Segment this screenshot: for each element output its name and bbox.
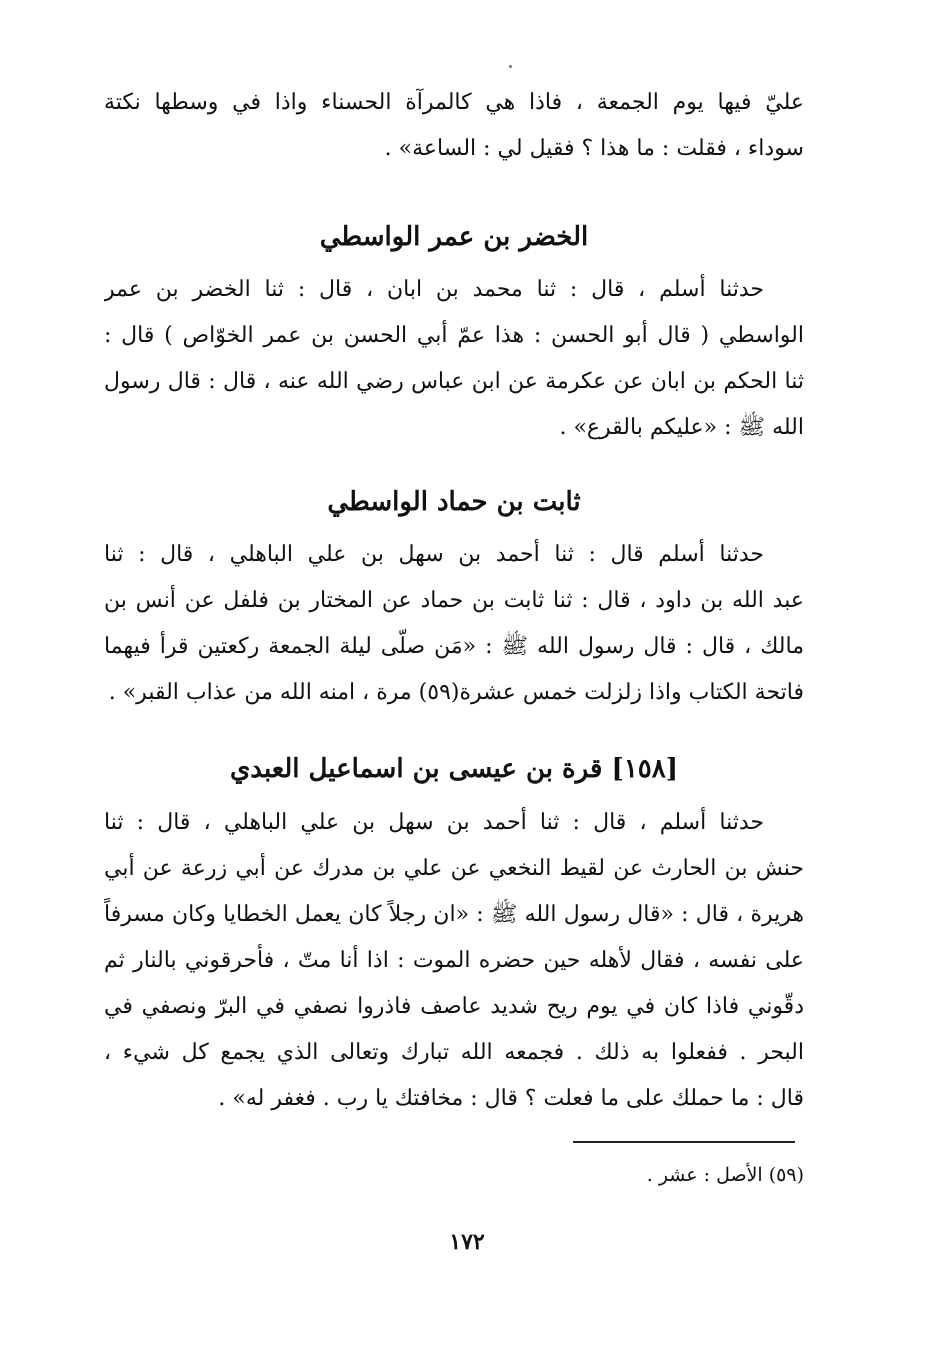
footnote: (٥٩) الأصل : عشر . xyxy=(646,1164,804,1186)
text-line: عبد الله بن داود ، قال : ثنا ثابت بن حماد عن المختار بن فلفل عن أنس بن xyxy=(104,588,804,613)
section-heading: الخضر بن عمر الواسطي xyxy=(319,222,589,252)
section-heading xyxy=(104,749,804,789)
section-paragraph xyxy=(104,267,804,451)
text-line: دقّوني فاذا كان في يوم ريح شديد عاصف فاذروا نصفي في البرّ ونصفي في xyxy=(104,994,804,1019)
text-line: مالك ، قال : قال رسول الله ﷺ : «مَن صلّى ليلة الجمعة ركعتين قرأ فيهما xyxy=(104,634,804,659)
section-number: [١٥٨] xyxy=(611,754,679,784)
text-line: ثنا الحكم بن ابان عن عكرمة عن ابن عباس رضي الله عنه ، قال : قال رسول xyxy=(104,369,804,394)
text-line: عليّ فيها يوم الجمعة ، فاذا هي كالمرآة الحسناء واذا في وسطها نكتة xyxy=(104,90,804,115)
footnote-divider xyxy=(573,1141,795,1143)
section-heading: ثابت بن حماد الواسطي xyxy=(327,487,581,517)
text-line: الواسطي ( قال أبو الحسن : هذا عمّ أبي الحسن بن عمر الخوّاص ) قال : xyxy=(104,323,804,348)
text-line: سوداء ، فقلت : ما هذا ؟ فقيل لي : الساعة» . xyxy=(384,136,804,161)
text-line: البحر . ففعلوا به ذلك . فجمعه الله تبارك وتعالى الذي يجمع كل شيء ، xyxy=(104,1040,804,1065)
text-line: هريرة ، قال : «قال رسول الله ﷺ : «ان رجلاً كان يعمل الخطايا وكان مسرفاً xyxy=(104,902,804,927)
intro-paragraph xyxy=(104,80,804,172)
text-line: حدثنا أسلم ، قال : ثنا أحمد بن سهل بن علي الباهلي ، قال : ثنا xyxy=(104,810,764,835)
text-line: قال : ما حملك على ما فعلت ؟ قال : مخافتك يا رب . فغفر له» . xyxy=(218,1086,804,1111)
text-line: فاتحة الكتاب واذا زلزلت خمس عشرة(٥٩) مرة ، امنه الله من عذاب القبر» . xyxy=(108,680,804,705)
text-line: حدثنا أسلم ، قال : ثنا محمد بن ابان ، قال : ثنا الخضر بن عمر xyxy=(104,277,764,302)
speck-mark xyxy=(509,65,512,68)
section-paragraph xyxy=(104,532,804,716)
section-title: قرة بن عيسى بن اسماعيل العبدي xyxy=(229,754,603,784)
text-line: الله ﷺ : «عليكم بالقرع» . xyxy=(559,415,804,440)
text-line: حنش بن الحارث عن لقيط النخعي عن علي بن مدرك عن أبي زرعة عن أبي xyxy=(104,856,804,881)
section-paragraph xyxy=(104,800,804,1122)
text-line: حدثنا أسلم قال : ثنا أحمد بن سهل بن علي الباهلي ، قال : ثنا xyxy=(104,542,764,567)
page-number: ١٧٢ xyxy=(449,1229,485,1255)
text-line: على نفسه ، فقال لأهله حين حضره الموت : اذا أنا متّ ، فأحرقوني بالنار ثم xyxy=(104,948,804,973)
